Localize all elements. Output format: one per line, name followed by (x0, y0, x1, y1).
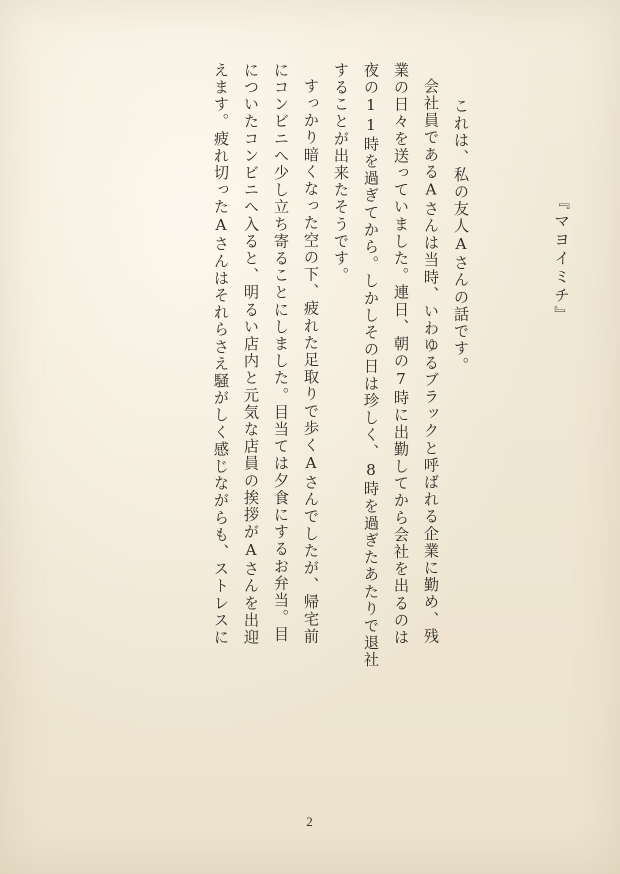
text-column-1: これは、私の友人Aさんの話です。 (452, 98, 470, 375)
text-column-6: すっかり暗くなった空の下、疲れた足取りで歩くAさんでしたが、帰宅前 (302, 78, 320, 646)
text-column-5: することが出来たそうです。 (332, 62, 350, 285)
text-column-8: についたコンビニへ入ると、明るい店内と元気な店員の挨拶がAさんを出迎 (242, 62, 260, 647)
text-column-9: えます。疲れ切ったAさんはそれらさえ騒がしく感じながらも、ストレスに (212, 62, 230, 647)
page-number: 2 (306, 814, 314, 829)
text-column-3: 業の日々を送っていました。連日、朝の7時に出勤してから会社を出るのは (392, 62, 410, 647)
story-title: 『マヨイミチ』 (552, 194, 570, 325)
text-column-7: にコンビニへ少し立ち寄ることにしました。目当ては夕食にするお弁当。目 (272, 62, 290, 644)
text-column-2: 会社員であるAさんは当時、いわゆるブラックと呼ばれる企業に勤め、残 (422, 78, 440, 646)
text-column-4: 夜の11時を過ぎてから。しかしその日は珍しく、8時を過ぎたあたりで退社 (362, 62, 380, 669)
document-body (52, 62, 568, 788)
